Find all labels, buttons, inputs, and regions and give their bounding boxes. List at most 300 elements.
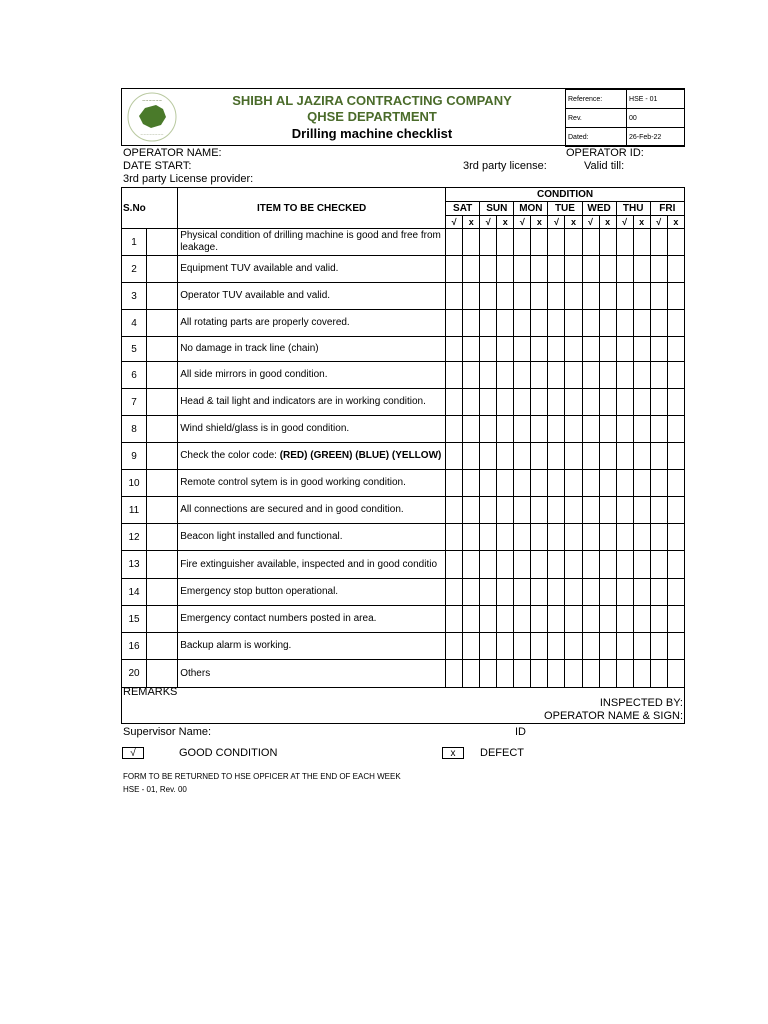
day-check-cell[interactable]: [497, 337, 514, 362]
day-check-cell[interactable]: [463, 633, 480, 660]
day-check-cell[interactable]: [531, 389, 548, 416]
day-check-cell[interactable]: [650, 443, 667, 470]
day-check-cell[interactable]: [650, 551, 667, 579]
day-check-cell[interactable]: [667, 256, 684, 283]
svg-text:~~~~~~: ~~~~~~: [141, 98, 163, 103]
table-row: [122, 389, 685, 416]
day-check-cell[interactable]: [497, 283, 514, 310]
day-check-cell[interactable]: [582, 470, 599, 497]
day-check-cell[interactable]: [616, 389, 633, 416]
day-check-cell[interactable]: [565, 416, 582, 443]
day-check-cell[interactable]: [480, 443, 497, 470]
day-check-cell[interactable]: [616, 551, 633, 579]
day-check-cell[interactable]: [531, 633, 548, 660]
day-check-cell[interactable]: [480, 579, 497, 606]
day-check-cell[interactable]: [531, 497, 548, 524]
table-row: [122, 229, 685, 256]
day-check-cell[interactable]: [463, 362, 480, 389]
day-check-cell[interactable]: [497, 470, 514, 497]
day-check-cell[interactable]: [667, 579, 684, 606]
day-check-cell[interactable]: [633, 579, 650, 606]
day-check-cell[interactable]: [582, 416, 599, 443]
day-check-cell[interactable]: [480, 497, 497, 524]
day-check-cell[interactable]: [616, 416, 633, 443]
day-check-cell[interactable]: [497, 389, 514, 416]
day-check-cell[interactable]: [565, 283, 582, 310]
reference-box: [565, 89, 685, 145]
day-check-cell[interactable]: [565, 389, 582, 416]
day-check-cell[interactable]: [446, 551, 463, 579]
day-check-cell[interactable]: [565, 256, 582, 283]
day-check-cell[interactable]: [548, 283, 565, 310]
day-check-cell[interactable]: [514, 524, 531, 551]
table-row: [122, 310, 685, 337]
row-item: [178, 551, 446, 579]
day-check-cell[interactable]: [650, 229, 667, 256]
day-check-cell[interactable]: [667, 337, 684, 362]
day-check-cell[interactable]: [497, 633, 514, 660]
day-check-cell[interactable]: [565, 660, 582, 688]
defect-label: DEFECT: [480, 747, 524, 759]
day-check-cell[interactable]: [565, 497, 582, 524]
day-check-cell[interactable]: [446, 256, 463, 283]
day-check-cell[interactable]: [514, 497, 531, 524]
row-item-text: Fire extinguisher available, inspected and in good conditio: [180, 558, 438, 570]
day-check-cell[interactable]: [480, 470, 497, 497]
day-check-cell[interactable]: [616, 337, 633, 362]
day-check-cell[interactable]: [514, 362, 531, 389]
day-check-cell[interactable]: [565, 606, 582, 633]
day-check-cell[interactable]: [565, 551, 582, 579]
day-check-cell[interactable]: [616, 633, 633, 660]
day-check-cell[interactable]: [548, 551, 565, 579]
day-check-cell[interactable]: [463, 497, 480, 524]
day-check-cell[interactable]: [616, 579, 633, 606]
day-check-cell[interactable]: [514, 416, 531, 443]
day-check-cell[interactable]: [548, 389, 565, 416]
day-check-cell[interactable]: [463, 389, 480, 416]
day-check-cell[interactable]: [497, 416, 514, 443]
day-check-cell[interactable]: [633, 551, 650, 579]
day-check-cell[interactable]: [582, 633, 599, 660]
day-check-cell[interactable]: [497, 443, 514, 470]
day-check-cell[interactable]: [616, 362, 633, 389]
row-number: 4: [122, 310, 147, 337]
day-check-cell[interactable]: [599, 633, 616, 660]
day-check-cell[interactable]: [650, 310, 667, 337]
footer-form-code: HSE - 01, Rev. 00: [123, 785, 187, 794]
license-provider-label: 3rd party License provider:: [123, 173, 254, 185]
day-check-cell[interactable]: [667, 389, 684, 416]
day-check-cell[interactable]: [667, 283, 684, 310]
day-check-cell[interactable]: [667, 606, 684, 633]
day-check-cell[interactable]: [531, 416, 548, 443]
row-item: [178, 443, 446, 470]
day-check-cell[interactable]: [548, 579, 565, 606]
table-row: [122, 524, 685, 551]
day-check-cell[interactable]: [497, 256, 514, 283]
day-check-cell[interactable]: [616, 283, 633, 310]
day-check-cell[interactable]: [633, 443, 650, 470]
day-check-cell[interactable]: [446, 362, 463, 389]
row-number: 6: [122, 362, 147, 389]
supervisor-id-label: ID: [515, 726, 526, 738]
day-check-cell[interactable]: [480, 551, 497, 579]
day-check-cell[interactable]: [548, 606, 565, 633]
day-check-cell[interactable]: [667, 497, 684, 524]
day-check-cell[interactable]: [650, 524, 667, 551]
day-check-cell[interactable]: [599, 283, 616, 310]
day-check-cell[interactable]: [633, 310, 650, 337]
day-check-cell[interactable]: [548, 416, 565, 443]
day-check-cell[interactable]: [446, 497, 463, 524]
day-check-cell[interactable]: [514, 229, 531, 256]
day-check-cell[interactable]: [633, 660, 650, 688]
day-check-cell[interactable]: [446, 389, 463, 416]
day-check-cell[interactable]: [650, 256, 667, 283]
day-check-cell[interactable]: [667, 470, 684, 497]
day-check-cell[interactable]: [463, 310, 480, 337]
day-check-cell[interactable]: [650, 362, 667, 389]
day-check-cell[interactable]: [480, 310, 497, 337]
day-check-cell[interactable]: [582, 310, 599, 337]
day-check-cell[interactable]: [548, 524, 565, 551]
day-check-cell[interactable]: [616, 606, 633, 633]
day-check-cell[interactable]: [565, 229, 582, 256]
day-check-cell[interactable]: [446, 660, 463, 688]
day-check-cell[interactable]: [667, 660, 684, 688]
remarks-box: [121, 686, 685, 724]
day-check-cell[interactable]: [531, 551, 548, 579]
day-check-cell[interactable]: [582, 229, 599, 256]
cross-symbol: x: [531, 216, 548, 229]
day-check-cell[interactable]: [599, 579, 616, 606]
row-item-text: Emergency contact numbers posted in area.: [180, 613, 377, 624]
day-check-cell[interactable]: [650, 470, 667, 497]
day-check-cell[interactable]: [514, 579, 531, 606]
day-check-cell[interactable]: [480, 362, 497, 389]
row-item-text: All side mirrors in good condition.: [180, 369, 328, 380]
day-check-cell[interactable]: [650, 337, 667, 362]
day-check-cell[interactable]: [633, 633, 650, 660]
day-check-cell[interactable]: [531, 256, 548, 283]
day-check-cell[interactable]: [497, 229, 514, 256]
day-check-cell[interactable]: [497, 497, 514, 524]
row-blank-cell: [147, 310, 178, 337]
day-check-cell[interactable]: [480, 660, 497, 688]
day-check-cell[interactable]: [446, 579, 463, 606]
day-check-cell[interactable]: [548, 310, 565, 337]
day-check-cell[interactable]: [633, 470, 650, 497]
day-check-cell[interactable]: [582, 606, 599, 633]
day-check-cell[interactable]: [446, 310, 463, 337]
date-start-label: DATE START:: [123, 160, 192, 172]
day-check-cell[interactable]: [582, 362, 599, 389]
day-check-cell[interactable]: [565, 337, 582, 362]
day-check-cell[interactable]: [633, 416, 650, 443]
day-check-cell[interactable]: [463, 470, 480, 497]
day-check-cell[interactable]: [633, 606, 650, 633]
day-check-cell[interactable]: [463, 660, 480, 688]
good-condition-symbol: √: [122, 747, 144, 759]
day-check-cell[interactable]: [531, 660, 548, 688]
day-check-cell[interactable]: [565, 310, 582, 337]
day-check-cell[interactable]: [548, 362, 565, 389]
day-check-cell[interactable]: [599, 389, 616, 416]
day-check-cell[interactable]: [514, 310, 531, 337]
day-check-cell[interactable]: [463, 416, 480, 443]
day-check-cell[interactable]: [480, 229, 497, 256]
day-check-cell[interactable]: [548, 660, 565, 688]
day-check-cell[interactable]: [514, 389, 531, 416]
row-item: [178, 337, 446, 362]
day-check-cell[interactable]: [531, 362, 548, 389]
day-check-cell[interactable]: [514, 660, 531, 688]
day-check-cell[interactable]: [616, 470, 633, 497]
day-check-cell[interactable]: [565, 470, 582, 497]
cross-symbol: x: [463, 216, 480, 229]
day-check-cell[interactable]: [616, 229, 633, 256]
row-item: [178, 310, 446, 337]
checklist-table: [121, 187, 685, 688]
day-check-cell[interactable]: [599, 256, 616, 283]
row-item-text: Physical condition of drilling machine is good and free from leakage.: [180, 230, 441, 253]
day-check-cell[interactable]: [582, 443, 599, 470]
day-check-cell[interactable]: [531, 283, 548, 310]
row-number: 7: [122, 389, 147, 416]
day-check-cell[interactable]: [480, 606, 497, 633]
day-check-cell[interactable]: [514, 551, 531, 579]
day-check-cell[interactable]: [599, 362, 616, 389]
day-check-cell[interactable]: [633, 389, 650, 416]
day-check-cell[interactable]: [446, 283, 463, 310]
day-check-cell[interactable]: [514, 633, 531, 660]
day-check-cell[interactable]: [497, 606, 514, 633]
day-check-cell[interactable]: [582, 389, 599, 416]
day-check-cell[interactable]: [548, 633, 565, 660]
rev-label: Rev.: [566, 109, 627, 128]
day-check-cell[interactable]: [480, 256, 497, 283]
day-check-cell[interactable]: [531, 470, 548, 497]
day-check-cell[interactable]: [497, 362, 514, 389]
table-header-row: [122, 188, 685, 202]
day-check-cell[interactable]: [616, 524, 633, 551]
day-check-cell[interactable]: [599, 497, 616, 524]
day-check-cell[interactable]: [514, 337, 531, 362]
row-item-text: Remote control sytem is in good working condition.: [180, 477, 406, 488]
row-item-text: Others: [180, 667, 211, 679]
row-item-text: Head & tail light and indicators are in working condition.: [180, 396, 426, 407]
rev-value: 00: [627, 109, 685, 128]
day-check-cell[interactable]: [582, 256, 599, 283]
day-check-cell[interactable]: [599, 470, 616, 497]
day-check-cell[interactable]: [599, 606, 616, 633]
day-check-cell[interactable]: [548, 337, 565, 362]
day-check-cell[interactable]: [650, 660, 667, 688]
day-check-cell[interactable]: [633, 256, 650, 283]
row-number: 11: [122, 497, 147, 524]
day-check-cell[interactable]: [497, 579, 514, 606]
day-check-cell[interactable]: [446, 229, 463, 256]
day-check-cell[interactable]: [531, 606, 548, 633]
day-check-cell[interactable]: [565, 362, 582, 389]
day-check-cell[interactable]: [582, 497, 599, 524]
day-check-cell[interactable]: [565, 443, 582, 470]
day-check-cell[interactable]: [548, 470, 565, 497]
day-check-cell[interactable]: [650, 416, 667, 443]
day-check-cell[interactable]: [633, 283, 650, 310]
day-check-cell[interactable]: [463, 229, 480, 256]
day-check-cell[interactable]: [599, 229, 616, 256]
day-check-cell[interactable]: [599, 660, 616, 688]
day-check-cell[interactable]: [480, 633, 497, 660]
day-check-cell[interactable]: [531, 310, 548, 337]
day-check-cell[interactable]: [497, 551, 514, 579]
day-check-cell[interactable]: [480, 416, 497, 443]
day-check-cell[interactable]: [599, 524, 616, 551]
day-check-cell[interactable]: [582, 337, 599, 362]
row-number: 1: [122, 229, 147, 256]
day-check-cell[interactable]: [650, 633, 667, 660]
day-check-cell[interactable]: [514, 283, 531, 310]
day-check-cell[interactable]: [497, 660, 514, 688]
day-check-cell[interactable]: [463, 337, 480, 362]
day-check-cell[interactable]: [565, 524, 582, 551]
day-check-cell[interactable]: [446, 337, 463, 362]
day-check-cell[interactable]: [633, 362, 650, 389]
day-check-cell[interactable]: [650, 283, 667, 310]
department-name: QHSE DEPARTMENT: [307, 109, 437, 124]
day-check-cell[interactable]: [650, 497, 667, 524]
day-check-cell[interactable]: [463, 606, 480, 633]
day-check-cell[interactable]: [463, 283, 480, 310]
check-symbol: √: [446, 216, 463, 229]
day-check-cell[interactable]: [531, 229, 548, 256]
table-row: [122, 337, 685, 362]
table-row: [122, 362, 685, 389]
day-check-cell[interactable]: [650, 389, 667, 416]
day-check-cell[interactable]: [616, 660, 633, 688]
day-check-cell[interactable]: [650, 579, 667, 606]
day-check-cell[interactable]: [667, 524, 684, 551]
table-row: [122, 416, 685, 443]
day-check-cell[interactable]: [480, 524, 497, 551]
day-check-cell[interactable]: [565, 633, 582, 660]
day-check-cell[interactable]: [599, 443, 616, 470]
day-check-cell[interactable]: [633, 229, 650, 256]
day-header: MON: [514, 202, 548, 216]
day-check-cell[interactable]: [446, 443, 463, 470]
row-item-text: Beacon light installed and functional.: [180, 531, 343, 542]
day-check-cell[interactable]: [667, 633, 684, 660]
cross-symbol: x: [667, 216, 684, 229]
day-check-cell[interactable]: [667, 310, 684, 337]
day-header: WED: [582, 202, 616, 216]
row-blank-cell: [147, 551, 178, 579]
day-check-cell[interactable]: [582, 579, 599, 606]
row-blank-cell: [147, 416, 178, 443]
day-check-cell[interactable]: [446, 524, 463, 551]
row-blank-cell: [147, 497, 178, 524]
day-check-cell[interactable]: [565, 579, 582, 606]
day-check-cell[interactable]: [616, 310, 633, 337]
day-check-cell[interactable]: [514, 606, 531, 633]
day-check-cell[interactable]: [463, 256, 480, 283]
day-check-cell[interactable]: [599, 551, 616, 579]
row-number: 2: [122, 256, 147, 283]
day-check-cell[interactable]: [582, 660, 599, 688]
day-check-cell[interactable]: [667, 551, 684, 579]
day-check-cell[interactable]: [446, 470, 463, 497]
day-check-cell[interactable]: [548, 443, 565, 470]
row-blank-cell: [147, 470, 178, 497]
day-check-cell[interactable]: [650, 606, 667, 633]
row-item: [178, 497, 446, 524]
row-blank-cell: [147, 660, 178, 688]
color-code-values: (RED) (GREEN) (BLUE) (YELLOW): [279, 450, 442, 461]
day-check-cell[interactable]: [616, 497, 633, 524]
day-check-cell[interactable]: [463, 579, 480, 606]
day-check-cell[interactable]: [480, 283, 497, 310]
day-check-cell[interactable]: [446, 633, 463, 660]
day-check-cell[interactable]: [633, 524, 650, 551]
day-check-cell[interactable]: [633, 337, 650, 362]
row-blank-cell: [147, 633, 178, 660]
remarks-label: REMARKS: [123, 686, 178, 698]
day-check-cell[interactable]: [667, 362, 684, 389]
day-check-cell[interactable]: [667, 416, 684, 443]
day-check-cell[interactable]: [514, 256, 531, 283]
day-check-cell[interactable]: [463, 551, 480, 579]
row-item-text: Wind shield/glass is in good condition.: [180, 423, 350, 434]
day-check-cell[interactable]: [599, 416, 616, 443]
day-check-cell[interactable]: [531, 443, 548, 470]
footer-instruction: FORM TO BE RETURNED TO HSE OPFICER AT THE END OF EACH WEEK: [123, 772, 401, 781]
row-item: [178, 256, 446, 283]
day-check-cell[interactable]: [582, 283, 599, 310]
row-item: [178, 524, 446, 551]
day-check-cell[interactable]: [514, 443, 531, 470]
day-check-cell[interactable]: [599, 337, 616, 362]
day-check-cell[interactable]: [633, 497, 650, 524]
day-check-cell[interactable]: [667, 443, 684, 470]
day-check-cell[interactable]: [548, 256, 565, 283]
day-check-cell[interactable]: [480, 337, 497, 362]
dated-label: Dated:: [566, 128, 627, 147]
day-check-cell[interactable]: [582, 551, 599, 579]
day-check-cell[interactable]: [497, 310, 514, 337]
day-check-cell[interactable]: [616, 256, 633, 283]
day-check-cell[interactable]: [667, 229, 684, 256]
day-check-cell[interactable]: [548, 229, 565, 256]
table-row: [122, 579, 685, 606]
day-check-cell[interactable]: [582, 524, 599, 551]
day-check-cell[interactable]: [497, 524, 514, 551]
day-check-cell[interactable]: [531, 337, 548, 362]
row-blank-cell: [147, 389, 178, 416]
day-check-cell[interactable]: [531, 524, 548, 551]
day-check-cell[interactable]: [599, 310, 616, 337]
day-check-cell[interactable]: [480, 389, 497, 416]
day-check-cell[interactable]: [548, 497, 565, 524]
day-check-cell[interactable]: [446, 606, 463, 633]
day-check-cell[interactable]: [616, 443, 633, 470]
day-check-cell[interactable]: [446, 416, 463, 443]
day-check-cell[interactable]: [514, 470, 531, 497]
day-check-cell[interactable]: [463, 524, 480, 551]
day-check-cell[interactable]: [463, 443, 480, 470]
day-check-cell[interactable]: [531, 579, 548, 606]
